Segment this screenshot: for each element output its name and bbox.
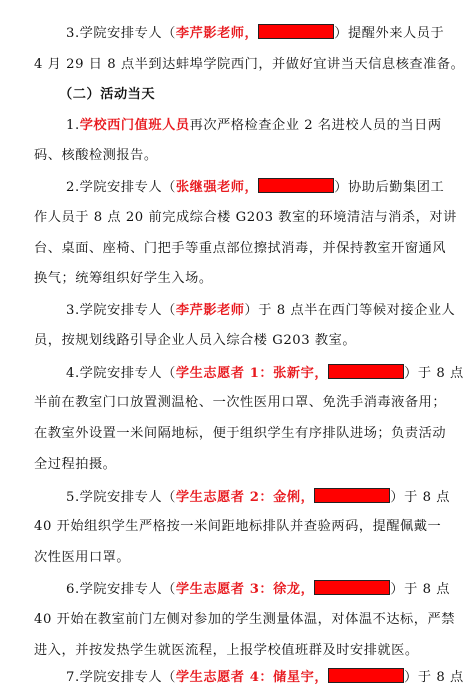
para-line [34, 456, 409, 474]
para-line [66, 488, 451, 507]
redaction-box [328, 364, 404, 379]
line-text: 码、核酸检测报告。 [34, 148, 158, 163]
para-line [34, 425, 447, 443]
para-line [34, 642, 419, 660]
redaction-box [314, 488, 390, 503]
para-line [34, 549, 409, 567]
line-text: ）于 8 点半在西门等候对接企业人 [244, 303, 456, 318]
para-line [66, 117, 442, 135]
line-text: 次性医用口罩。 [34, 550, 131, 565]
line-text: 半前在教室门口放置测温枪、一次性医用口罩、免洗手消毒液备用； [34, 395, 447, 410]
assignee-name: 学生志愿者 2：金俐， [175, 490, 315, 505]
assignee-name: 学生志愿者 3：徐龙， [175, 582, 315, 597]
line-text: 4.学院安排专人（ [66, 366, 176, 381]
line-text: ）于 8 点 [390, 582, 451, 597]
line-text: ）于 8 点 [404, 670, 464, 685]
assignee-name: 李芹影老师， [175, 26, 259, 41]
para-line [34, 147, 409, 165]
line-text: 4 月 29 日 8 点半到达蚌埠学院西门，并做好宜讲当天信息核查准备。 [34, 57, 464, 72]
para-line [34, 270, 409, 288]
para-line [66, 24, 445, 43]
assignee-name: 李芹影老师 [175, 303, 245, 318]
redaction-box [258, 24, 334, 39]
para-line [34, 394, 447, 412]
para-line [66, 178, 445, 197]
line-text: 7.学院安排专人（ [66, 670, 176, 685]
para-line [34, 518, 442, 536]
redaction-box [328, 668, 404, 683]
para-line [66, 302, 456, 320]
assignee-name: 学生志愿者 1：张新宇， [175, 366, 329, 381]
para-line [34, 332, 409, 350]
line-text: 2.学院安排专人（ [66, 180, 176, 195]
line-text: 在教室外设置一米间隔地标，便于组织学生有序排队进场；负责活动 [34, 426, 447, 441]
para-line [66, 364, 464, 383]
line-text: 作人员于 8 点 20 前完成综合楼 G203 教室的环境清洁与消杀，对讲 [34, 210, 457, 225]
line-text: 40 开始组织学生严格按一米间距地标排队并查验两码，提醒佩戴一 [34, 519, 442, 534]
line-text: 再次严格检查企业 2 名进校人员的当日两 [189, 118, 442, 133]
redaction-box [314, 580, 390, 595]
para-line [34, 209, 457, 227]
line-text: ）协助后勤集团工 [334, 180, 445, 195]
para-line [34, 56, 464, 74]
para-line [34, 611, 456, 629]
highlight-text: 学校西门值班人员 [79, 118, 190, 133]
heading-text: （二）活动当天 [59, 87, 156, 102]
section-heading [59, 86, 409, 104]
para-line [34, 240, 447, 258]
line-text: 3.学院安排专人（ [66, 303, 176, 318]
line-text: 台、桌面、座椅、门把手等重点部位擦拭消毒，并保持教室开窗通风 [34, 241, 447, 256]
line-text: 员，按规划线路引导企业人员入综合楼 G203 教室。 [34, 333, 357, 348]
line-text: 进入，并按发热学生就医流程，上报学校值班群及时安排就医。 [34, 643, 419, 658]
line-text: 6.学院安排专人（ [66, 582, 176, 597]
line-text: ）于 8 点 [390, 490, 451, 505]
redaction-box [258, 178, 334, 193]
line-text: 全过程拍摄。 [34, 457, 117, 472]
para-line [66, 668, 464, 687]
line-text: 1. [66, 118, 80, 133]
line-text: 40 开始在教室前门左侧对参加的学生测量体温，对体温不达标，严禁 [34, 612, 456, 627]
line-text: ）提醒外来人员于 [334, 26, 445, 41]
assignee-name: 张继强老师， [175, 180, 259, 195]
para-line [66, 580, 451, 599]
line-text: 换气；统筹组织好学生入场。 [34, 271, 213, 286]
line-text: 3.学院安排专人（ [66, 26, 176, 41]
assignee-name: 学生志愿者 4：储星宇， [175, 670, 329, 685]
line-text: ）于 8 点 [404, 366, 464, 381]
line-text: 5.学院安排专人（ [66, 490, 176, 505]
